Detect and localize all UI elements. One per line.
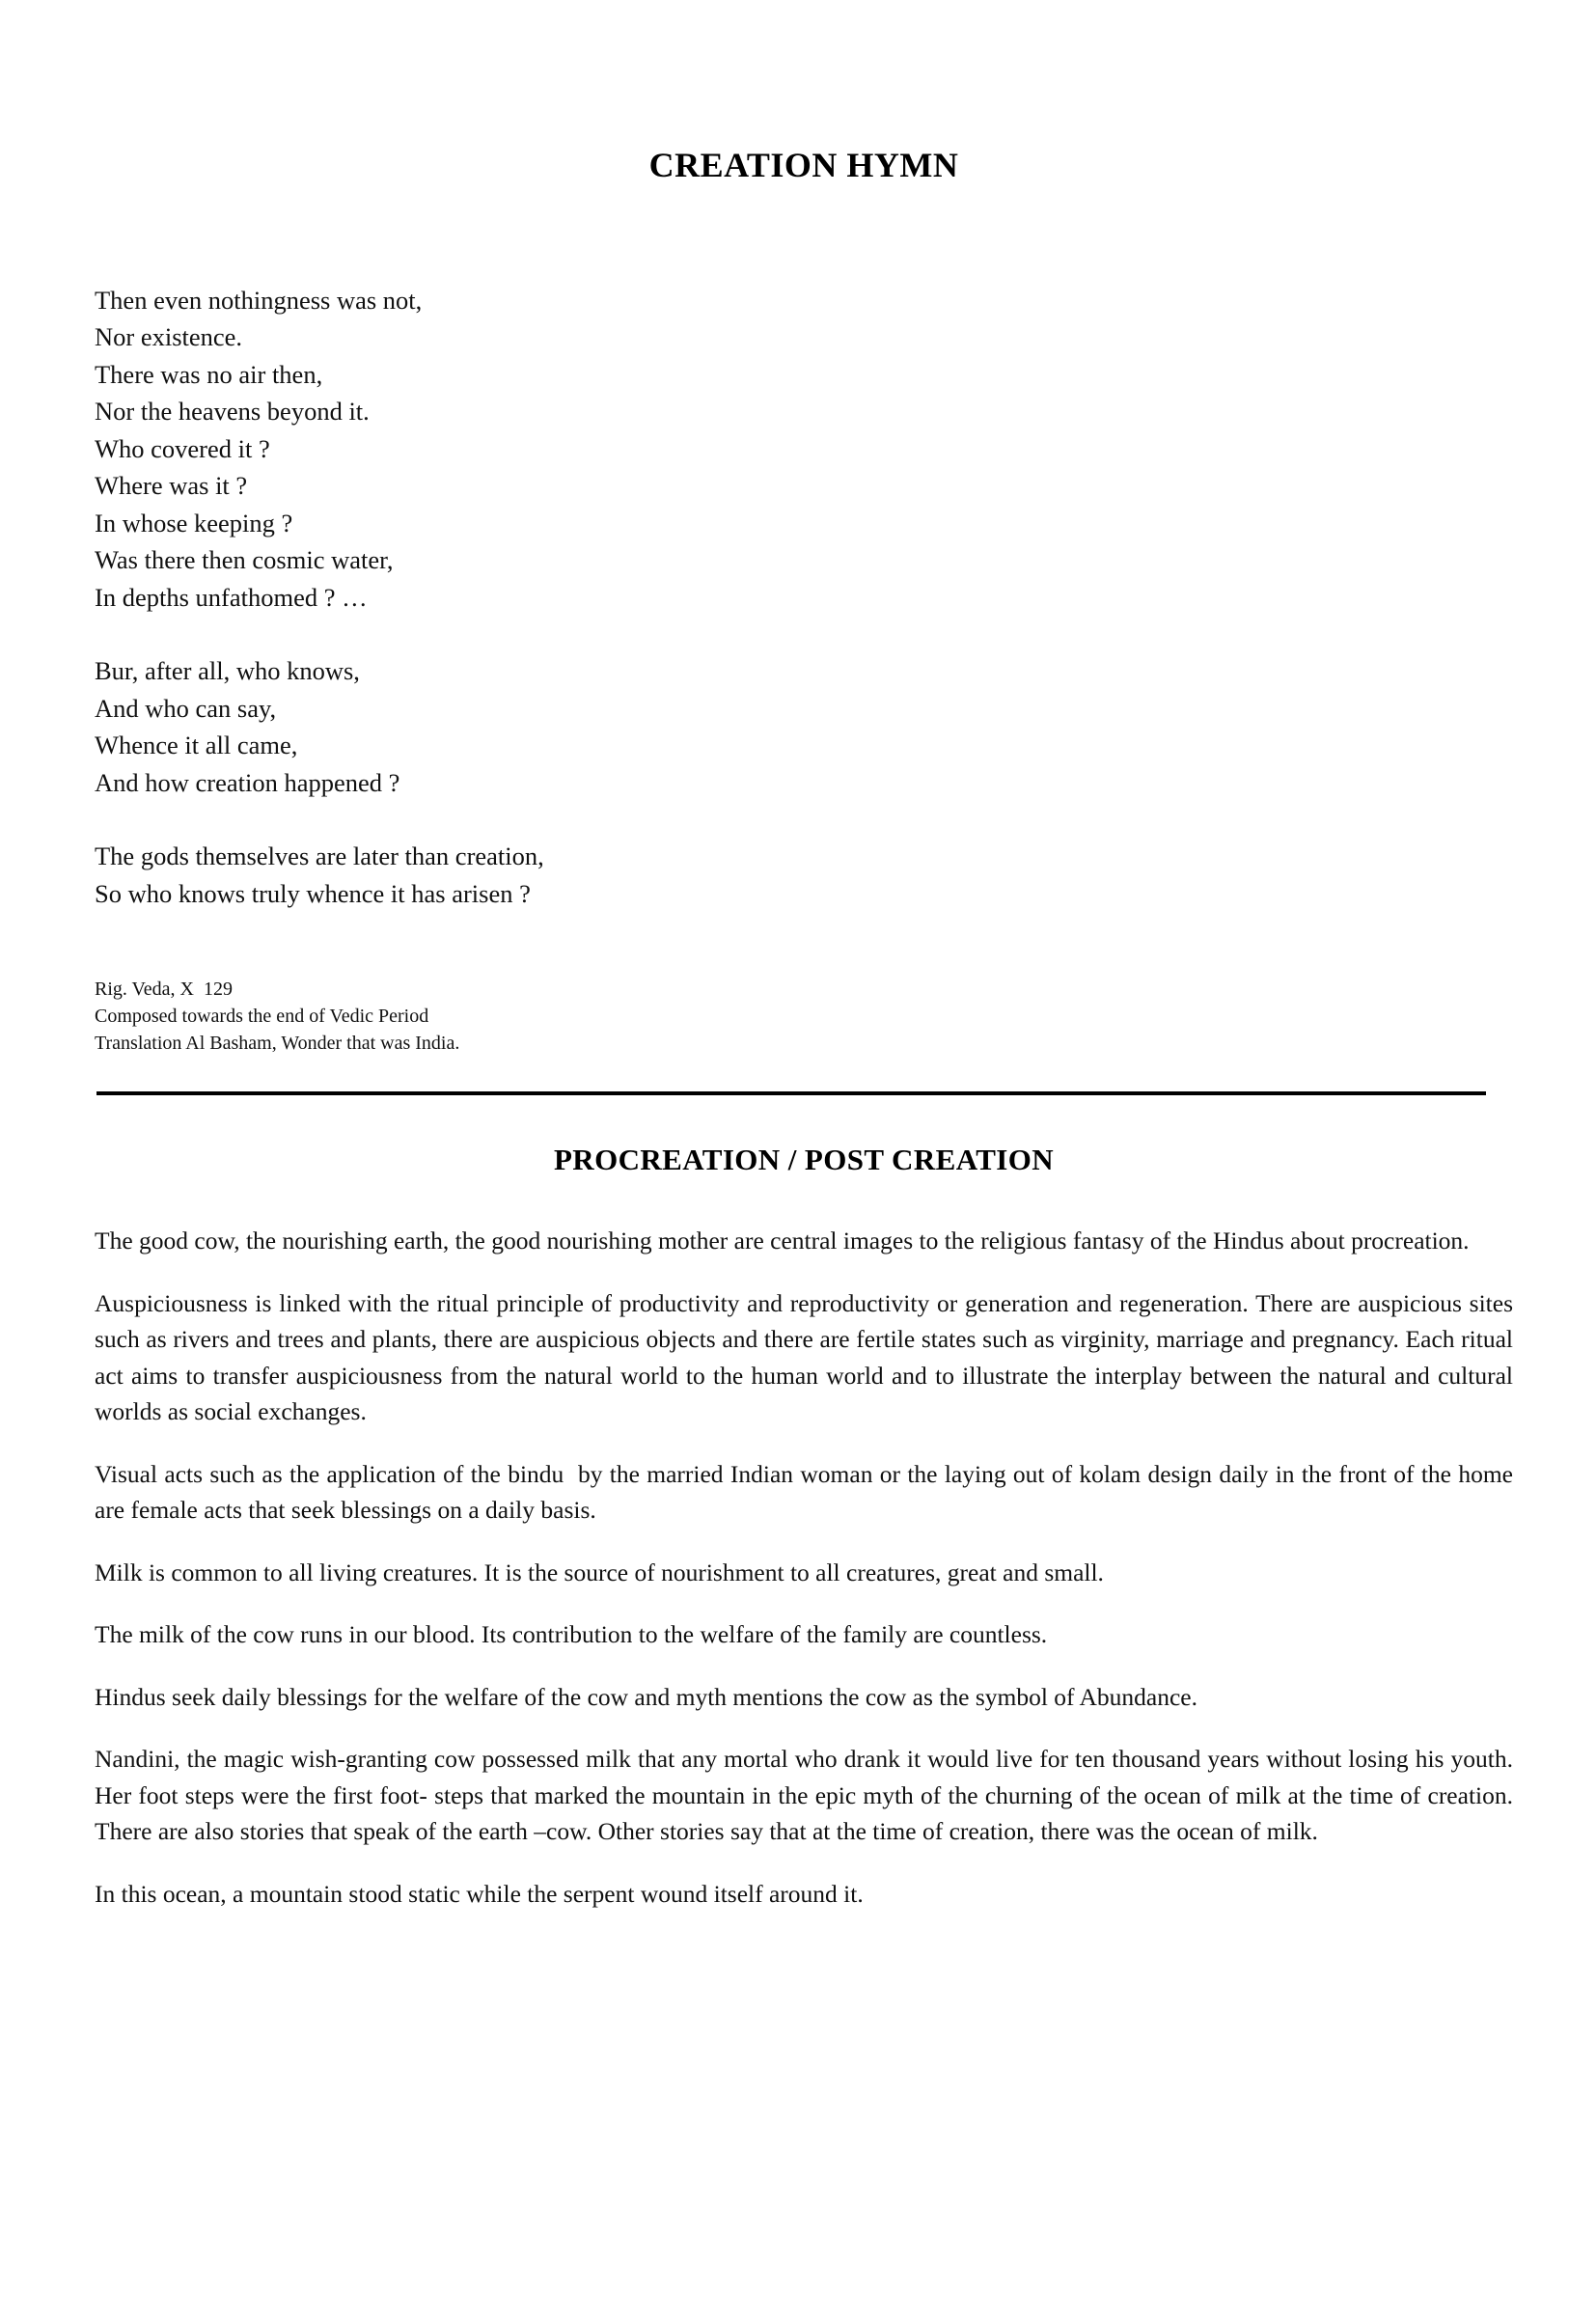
page-title: CREATION HYMN xyxy=(648,146,959,184)
poem-line: In whose keeping ? xyxy=(95,508,293,538)
section-title: PROCREATION / POST CREATION xyxy=(553,1143,1055,1177)
paragraph: In this ocean, a mountain stood static while the serpent wound itself around it. xyxy=(95,1879,864,1908)
poem-line: In depths unfathomed ? … xyxy=(95,582,368,612)
poem-line: And how creation happened ? xyxy=(95,767,400,797)
paragraph: Nandini, the magic wish-granting cow possessed milk that any mortal who drank it would live for ten thousand years without losing his youth. Her foot steps were the first foot- steps that marked the mountain in the epic myth of the churning of the ocean of milk at the time of creation. There are also stories that speak of the earth –cow. Other stories say that at the time of creation, there was the ocean of milk. xyxy=(95,1745,1520,1846)
poem-line: The gods themselves are later than creation, xyxy=(95,841,544,871)
poem-attribution xyxy=(95,976,1513,1057)
poem-line: And who can say, xyxy=(95,693,277,723)
paragraph: Milk is common to all living creatures. It is the source of nourishment to all creatures, great and small. xyxy=(95,1558,1104,1586)
poem-stanza xyxy=(95,838,1513,912)
poem-block xyxy=(95,282,1513,913)
body-text-block xyxy=(95,1223,1520,1912)
section-divider xyxy=(96,1091,1486,1095)
paragraph: Visual acts such as the application of the bindu by the married Indian woman or the laying out of kolam design daily in the front of the home are female acts that seek blessings on a daily basis. xyxy=(95,1459,1520,1525)
poem-line: Then even nothingness was not, xyxy=(95,285,423,315)
paragraph: Hindus seek daily blessings for the welfare of the cow and myth mentions the cow as the symbol of Abundance. xyxy=(95,1682,1197,1711)
poem-line: Nor the heavens beyond it. xyxy=(95,397,370,427)
poem-line: So who knows truly whence it has arisen ? xyxy=(95,878,531,908)
attribution-period: Composed towards the end of Vedic Period xyxy=(95,1006,429,1028)
paragraph: The good cow, the nourishing earth, the good nourishing mother are central images to the religious fantasy of the Hindus about procreation. xyxy=(95,1227,1470,1255)
poem-line: Nor existence. xyxy=(95,322,243,352)
attribution-translation: Translation Al Basham, Wonder that was India. xyxy=(95,1033,460,1055)
poem-stanza xyxy=(95,652,1513,801)
poem-stanza xyxy=(95,282,1513,617)
poem-line: Bur, after all, who knows, xyxy=(95,656,360,686)
poem-line: Was there then cosmic water, xyxy=(95,545,394,575)
poem-line: Whence it all came, xyxy=(95,731,298,760)
poem-line: Who covered it ? xyxy=(95,433,270,463)
page-content xyxy=(95,0,1520,2316)
paragraph: The milk of the cow runs in our blood. Its contribution to the welfare of the family are countless. xyxy=(95,1620,1048,1649)
poem-line: Where was it ? xyxy=(95,471,248,501)
poem-line: There was no air then, xyxy=(95,359,323,389)
paragraph: Auspiciousness is linked with the ritual principle of productivity and reproductivity or generation and regeneration. There are auspicious sites such as rivers and trees and plants, there are auspicious objects and there are fertile states such as virginity, marriage and pregnancy. Each ritual act aims to transfer auspiciousness from the natural world to the human world and to illustrate the interplay between the natural and cultural worlds as social exchanges. xyxy=(95,1288,1520,1426)
attribution-source: Rig. Veda, X 129 xyxy=(95,979,233,1001)
